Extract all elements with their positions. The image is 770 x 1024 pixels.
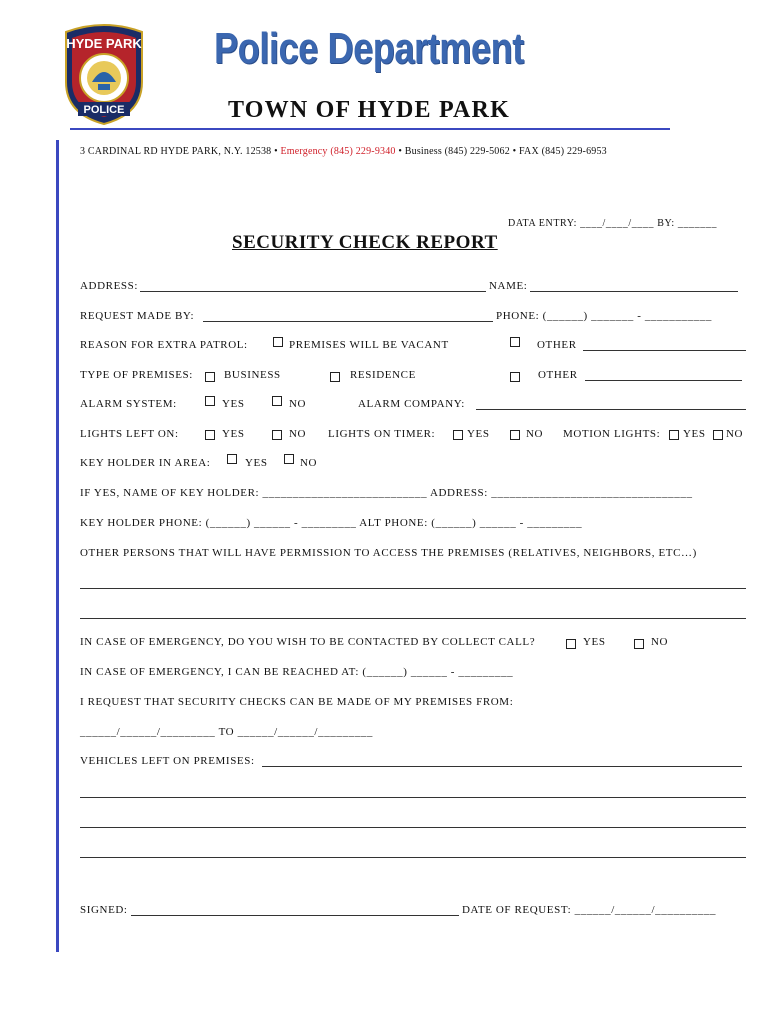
other-persons-line-2[interactable] [80, 618, 746, 619]
header-rule [70, 128, 670, 130]
collect-call-yes-checkbox[interactable] [566, 639, 576, 649]
collect-call-no-checkbox[interactable] [634, 639, 644, 649]
key-holder-phone-field[interactable]: KEY HOLDER PHONE: (______) ______ - _________ ALT PHONE: (______) ______ - _________ [80, 517, 583, 529]
premises-vacant-label: PREMISES WILL BE VACANT [289, 339, 449, 351]
signature-field[interactable] [131, 915, 459, 916]
premises-vacant-checkbox[interactable] [273, 337, 283, 347]
lights-left-on-yes-checkbox[interactable] [205, 430, 215, 440]
name-label: NAME: [489, 280, 528, 292]
alarm-yes-label: YES [222, 398, 245, 410]
lights-on-timer-label: LIGHTS ON TIMER: [328, 428, 436, 440]
other-persons-label: OTHER PERSONS THAT WILL HAVE PERMISSION TO ACCESS THE PREMISES (RELATIVES, NEIGHBORS, ETC…) [80, 547, 697, 559]
reached-at-field[interactable]: IN CASE OF EMERGENCY, I CAN BE REACHED AT: (______) ______ - _________ [80, 666, 514, 678]
phone-field[interactable]: PHONE: (______) _______ - ___________ [496, 310, 712, 322]
address-field[interactable] [140, 291, 486, 292]
vehicles-field[interactable] [262, 766, 742, 767]
lights-left-on-yes-label: YES [222, 428, 245, 440]
signed-label: SIGNED: [80, 904, 128, 916]
alarm-company-label: ALARM COMPANY: [358, 398, 465, 410]
alarm-company-field[interactable] [476, 409, 746, 410]
reason-label: REASON FOR EXTRA PATROL: [80, 339, 248, 351]
town-title: TOWN OF HYDE PARK [228, 97, 510, 123]
request-made-by-label: REQUEST MADE BY: [80, 310, 195, 322]
contact-line: 3 CARDINAL RD HYDE PARK, N.Y. 12538 • Emergency (845) 229-9340 • Business (845) 229-5062 • FAX (845) 229-6953 [80, 146, 607, 157]
emergency-phone: Emergency (845) 229-9340 [280, 146, 396, 157]
badge-bottom-text: POLICE [83, 104, 125, 116]
vehicles-line-2[interactable] [80, 797, 746, 798]
residence-label: RESIDENCE [350, 369, 416, 381]
business-label: BUSINESS [224, 369, 281, 381]
badge-top-text: HYDE PARK [66, 36, 142, 51]
lights-timer-no-label: NO [526, 428, 544, 440]
collect-call-no-label: NO [651, 636, 669, 648]
address-label: ADDRESS: [80, 280, 138, 292]
business-checkbox[interactable] [205, 372, 215, 382]
key-holder-no-label: NO [300, 457, 318, 469]
vehicles-line-4[interactable] [80, 857, 746, 858]
street-address: 3 CARDINAL RD HYDE PARK, N.Y. 12538 [80, 146, 272, 157]
request-made-by-field[interactable] [203, 321, 493, 322]
business-phone: Business (845) 229-5062 [404, 146, 510, 157]
key-holder-no-checkbox[interactable] [284, 454, 294, 464]
collect-call-label: IN CASE OF EMERGENCY, DO YOU WISH TO BE CONTACTED BY COLLECT CALL? [80, 636, 536, 648]
alarm-yes-checkbox[interactable] [205, 396, 215, 406]
lights-timer-no-checkbox[interactable] [510, 430, 520, 440]
collect-call-yes-label: YES [583, 636, 606, 648]
motion-lights-yes-checkbox[interactable] [669, 430, 679, 440]
premises-other-field[interactable] [585, 380, 742, 381]
motion-lights-label: MOTION LIGHTS: [563, 428, 661, 440]
lights-left-on-no-label: NO [289, 428, 307, 440]
department-title: Police Department [214, 24, 524, 73]
fax-number: FAX (845) 229-6953 [519, 146, 607, 157]
motion-lights-no-checkbox[interactable] [713, 430, 723, 440]
data-entry-field[interactable]: DATA ENTRY: ____/____/____ BY: _______ [508, 218, 718, 229]
key-holder-yes-checkbox[interactable] [227, 454, 237, 464]
vehicles-label: VEHICLES LEFT ON PREMISES: [80, 755, 255, 767]
alarm-system-label: ALARM SYSTEM: [80, 398, 177, 410]
key-holder-name-field[interactable]: IF YES, NAME OF KEY HOLDER: ___________________________ ADDRESS: _________________________________ [80, 487, 693, 499]
police-badge-logo [60, 22, 148, 126]
left-margin-bar [56, 140, 59, 952]
premises-other-label: OTHER [538, 369, 578, 381]
lights-left-on-label: LIGHTS LEFT ON: [80, 428, 179, 440]
motion-lights-no-label: NO [726, 428, 744, 440]
lights-timer-yes-label: YES [467, 428, 490, 440]
motion-lights-yes-label: YES [683, 428, 706, 440]
lights-timer-yes-checkbox[interactable] [453, 430, 463, 440]
alarm-no-checkbox[interactable] [272, 396, 282, 406]
report-title: SECURITY CHECK REPORT [232, 232, 498, 253]
key-holder-yes-label: YES [245, 457, 268, 469]
request-checks-label: I REQUEST THAT SECURITY CHECKS CAN BE MADE OF MY PREMISES FROM: [80, 696, 514, 708]
name-field[interactable] [530, 291, 738, 292]
reason-other-field[interactable] [583, 350, 746, 351]
date-range-field[interactable]: ______/______/_________ TO ______/______/_________ [80, 726, 373, 738]
reason-other-label: OTHER [537, 339, 577, 351]
date-of-request-field[interactable]: DATE OF REQUEST: ______/______/__________ [462, 904, 717, 916]
premises-type-label: TYPE OF PREMISES: [80, 369, 193, 381]
lights-left-on-no-checkbox[interactable] [272, 430, 282, 440]
residence-checkbox[interactable] [330, 372, 340, 382]
reason-other-checkbox[interactable] [510, 337, 520, 347]
other-persons-line-1[interactable] [80, 588, 746, 589]
key-holder-area-label: KEY HOLDER IN AREA: [80, 457, 211, 469]
alarm-no-label: NO [289, 398, 307, 410]
vehicles-line-3[interactable] [80, 827, 746, 828]
premises-other-checkbox[interactable] [510, 372, 520, 382]
